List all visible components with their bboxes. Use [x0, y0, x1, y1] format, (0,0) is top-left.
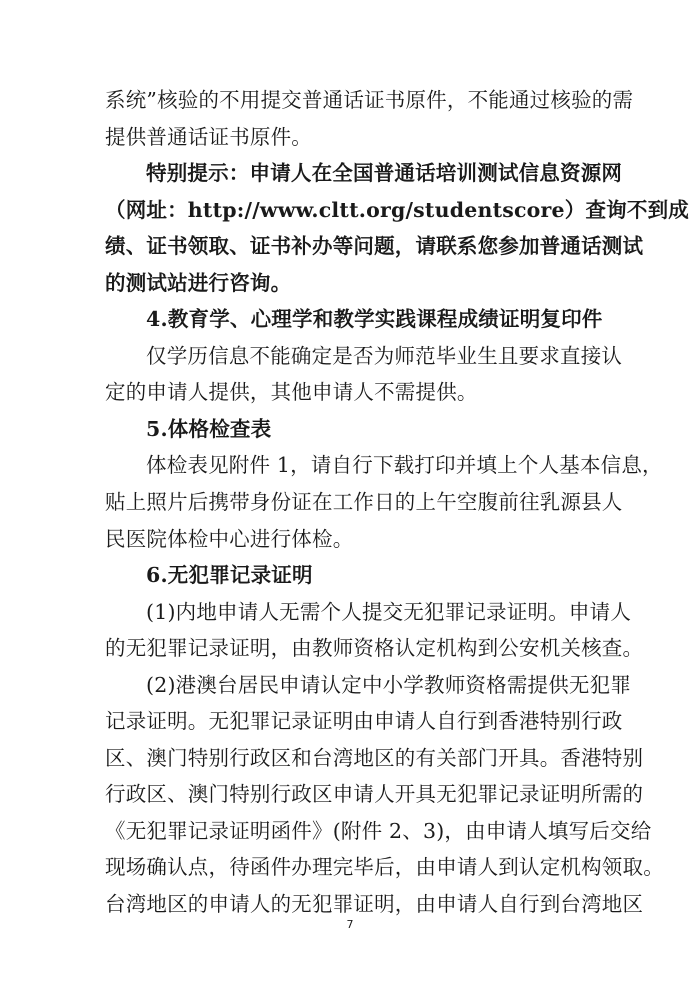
text-line: 《无犯罪记录证明函件》(附件 2、3)，由申请人填写后交给 [105, 819, 652, 843]
page-number: 7 [346, 918, 354, 931]
section-heading: 6.无犯罪记录证明 [146, 563, 313, 587]
text-line: 绩、证书领取、证书补办等问题，请联系您参加普通话测试 [105, 234, 644, 258]
text-line: 现场确认点，待函件办理完毕后，由申请人到认定机构领取。 [105, 855, 664, 879]
section-heading: 4.教育学、心理学和教学实践课程成绩证明复印件 [146, 307, 603, 331]
text-line: 民医院体检中心进行体检。 [105, 527, 354, 551]
text-line: 体检表见附件 1，请自行下载打印并填上个人基本信息， [146, 453, 663, 477]
text-line: 台湾地区的申请人的无犯罪证明，由申请人自行到台湾地区 [105, 892, 644, 916]
text-line: 记录证明。无犯罪记录证明由申请人自行到香港特别行政 [105, 709, 623, 733]
text-line: （网址：http://www.cltt.org/studentscore）查询不到成 [105, 198, 689, 222]
text-line: (1)内地申请人无需个人提交无犯罪记录证明。申请人 [146, 600, 632, 624]
text-line: 的测试站进行咨询。 [105, 271, 292, 295]
text-line: 系统”核验的不用提交普通话证书原件，不能通过核验的需 [105, 88, 634, 112]
text-line: 定的申请人提供，其他申请人不需提供。 [105, 380, 478, 404]
text-line: 仅学历信息不能确定是否为师范毕业生且要求直接认 [146, 344, 623, 368]
text-line: (2)港澳台居民申请认定中小学教师资格需提供无犯罪 [146, 673, 632, 697]
text-line: 特别提示：申请人在全国普通话培训测试信息资源网 [146, 161, 623, 185]
text-line: 行政区、澳门特别行政区申请人开具无犯罪记录证明所需的 [105, 782, 644, 806]
text-line: 的无犯罪记录证明，由教师资格认定机构到公安机关核查。 [105, 636, 644, 660]
section-heading: 5.体格检查表 [146, 417, 272, 441]
text-line: 区、澳门特别行政区和台湾地区的有关部门开具。香港特别 [105, 746, 644, 770]
text-line: 提供普通话证书原件。 [105, 125, 312, 149]
text-line: 贴上照片后携带身份证在工作日的上午空腹前往乳源县人 [105, 490, 623, 514]
